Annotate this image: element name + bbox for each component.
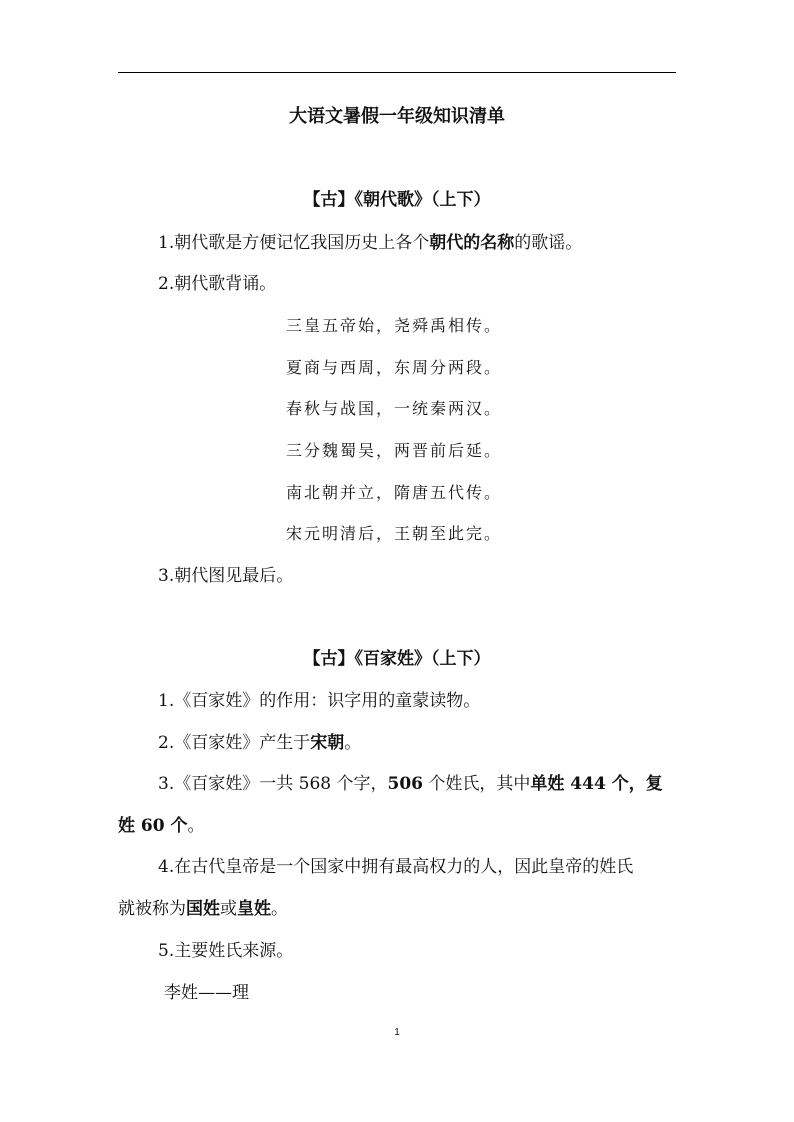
dynasty-item-1: 1.朝代歌是方便记忆我国历史上各个朝代的名称的歌谣。: [158, 233, 583, 253]
surname-origin-li: 李姓——理: [164, 983, 249, 1003]
page-number: 1: [394, 1027, 400, 1038]
surname-item-3: 3.《百家姓》一共 568 个字，506 个姓氏，其中单姓 444 个，复: [158, 774, 663, 794]
surname-item-1: 1.《百家姓》的作用：识字用的童蒙读物。: [158, 691, 481, 711]
poem-line: 夏商与西周，东周分两段。: [286, 358, 503, 377]
poem-line: 三皇五帝始，尧舜禹相传。: [286, 316, 503, 335]
poem-line: 春秋与战国，一统秦两汉。: [286, 399, 503, 418]
header-rule: [118, 72, 676, 73]
section-heading-surnames: 【古】《百家姓》（上下）: [303, 649, 491, 669]
dynasty-item-3: 3.朝代图见最后。: [158, 566, 294, 586]
poem-line: 南北朝并立，隋唐五代传。: [286, 483, 503, 502]
surname-item-2: 2.《百家姓》产生于宋朝。: [158, 733, 362, 753]
surname-item-3-continued: 姓 60 个。: [118, 816, 205, 836]
surname-item-5: 5.主要姓氏来源。: [158, 941, 294, 961]
section-heading-dynasty-song: 【古】《朝代歌》（上下）: [303, 190, 491, 210]
dynasty-item-2: 2.朝代歌背诵。: [158, 274, 277, 294]
surname-item-4: 4.在古代皇帝是一个国家中拥有最高权力的人，因此皇帝的姓氏: [158, 857, 634, 877]
poem-line: 三分魏蜀吴，两晋前后延。: [286, 441, 503, 460]
surname-item-4-continued: 就被称为国姓或皇姓。: [118, 899, 288, 919]
poem-line: 宋元明清后，王朝至此完。: [286, 524, 503, 543]
document-title: 大语文暑假一年级知识清单: [289, 106, 505, 127]
